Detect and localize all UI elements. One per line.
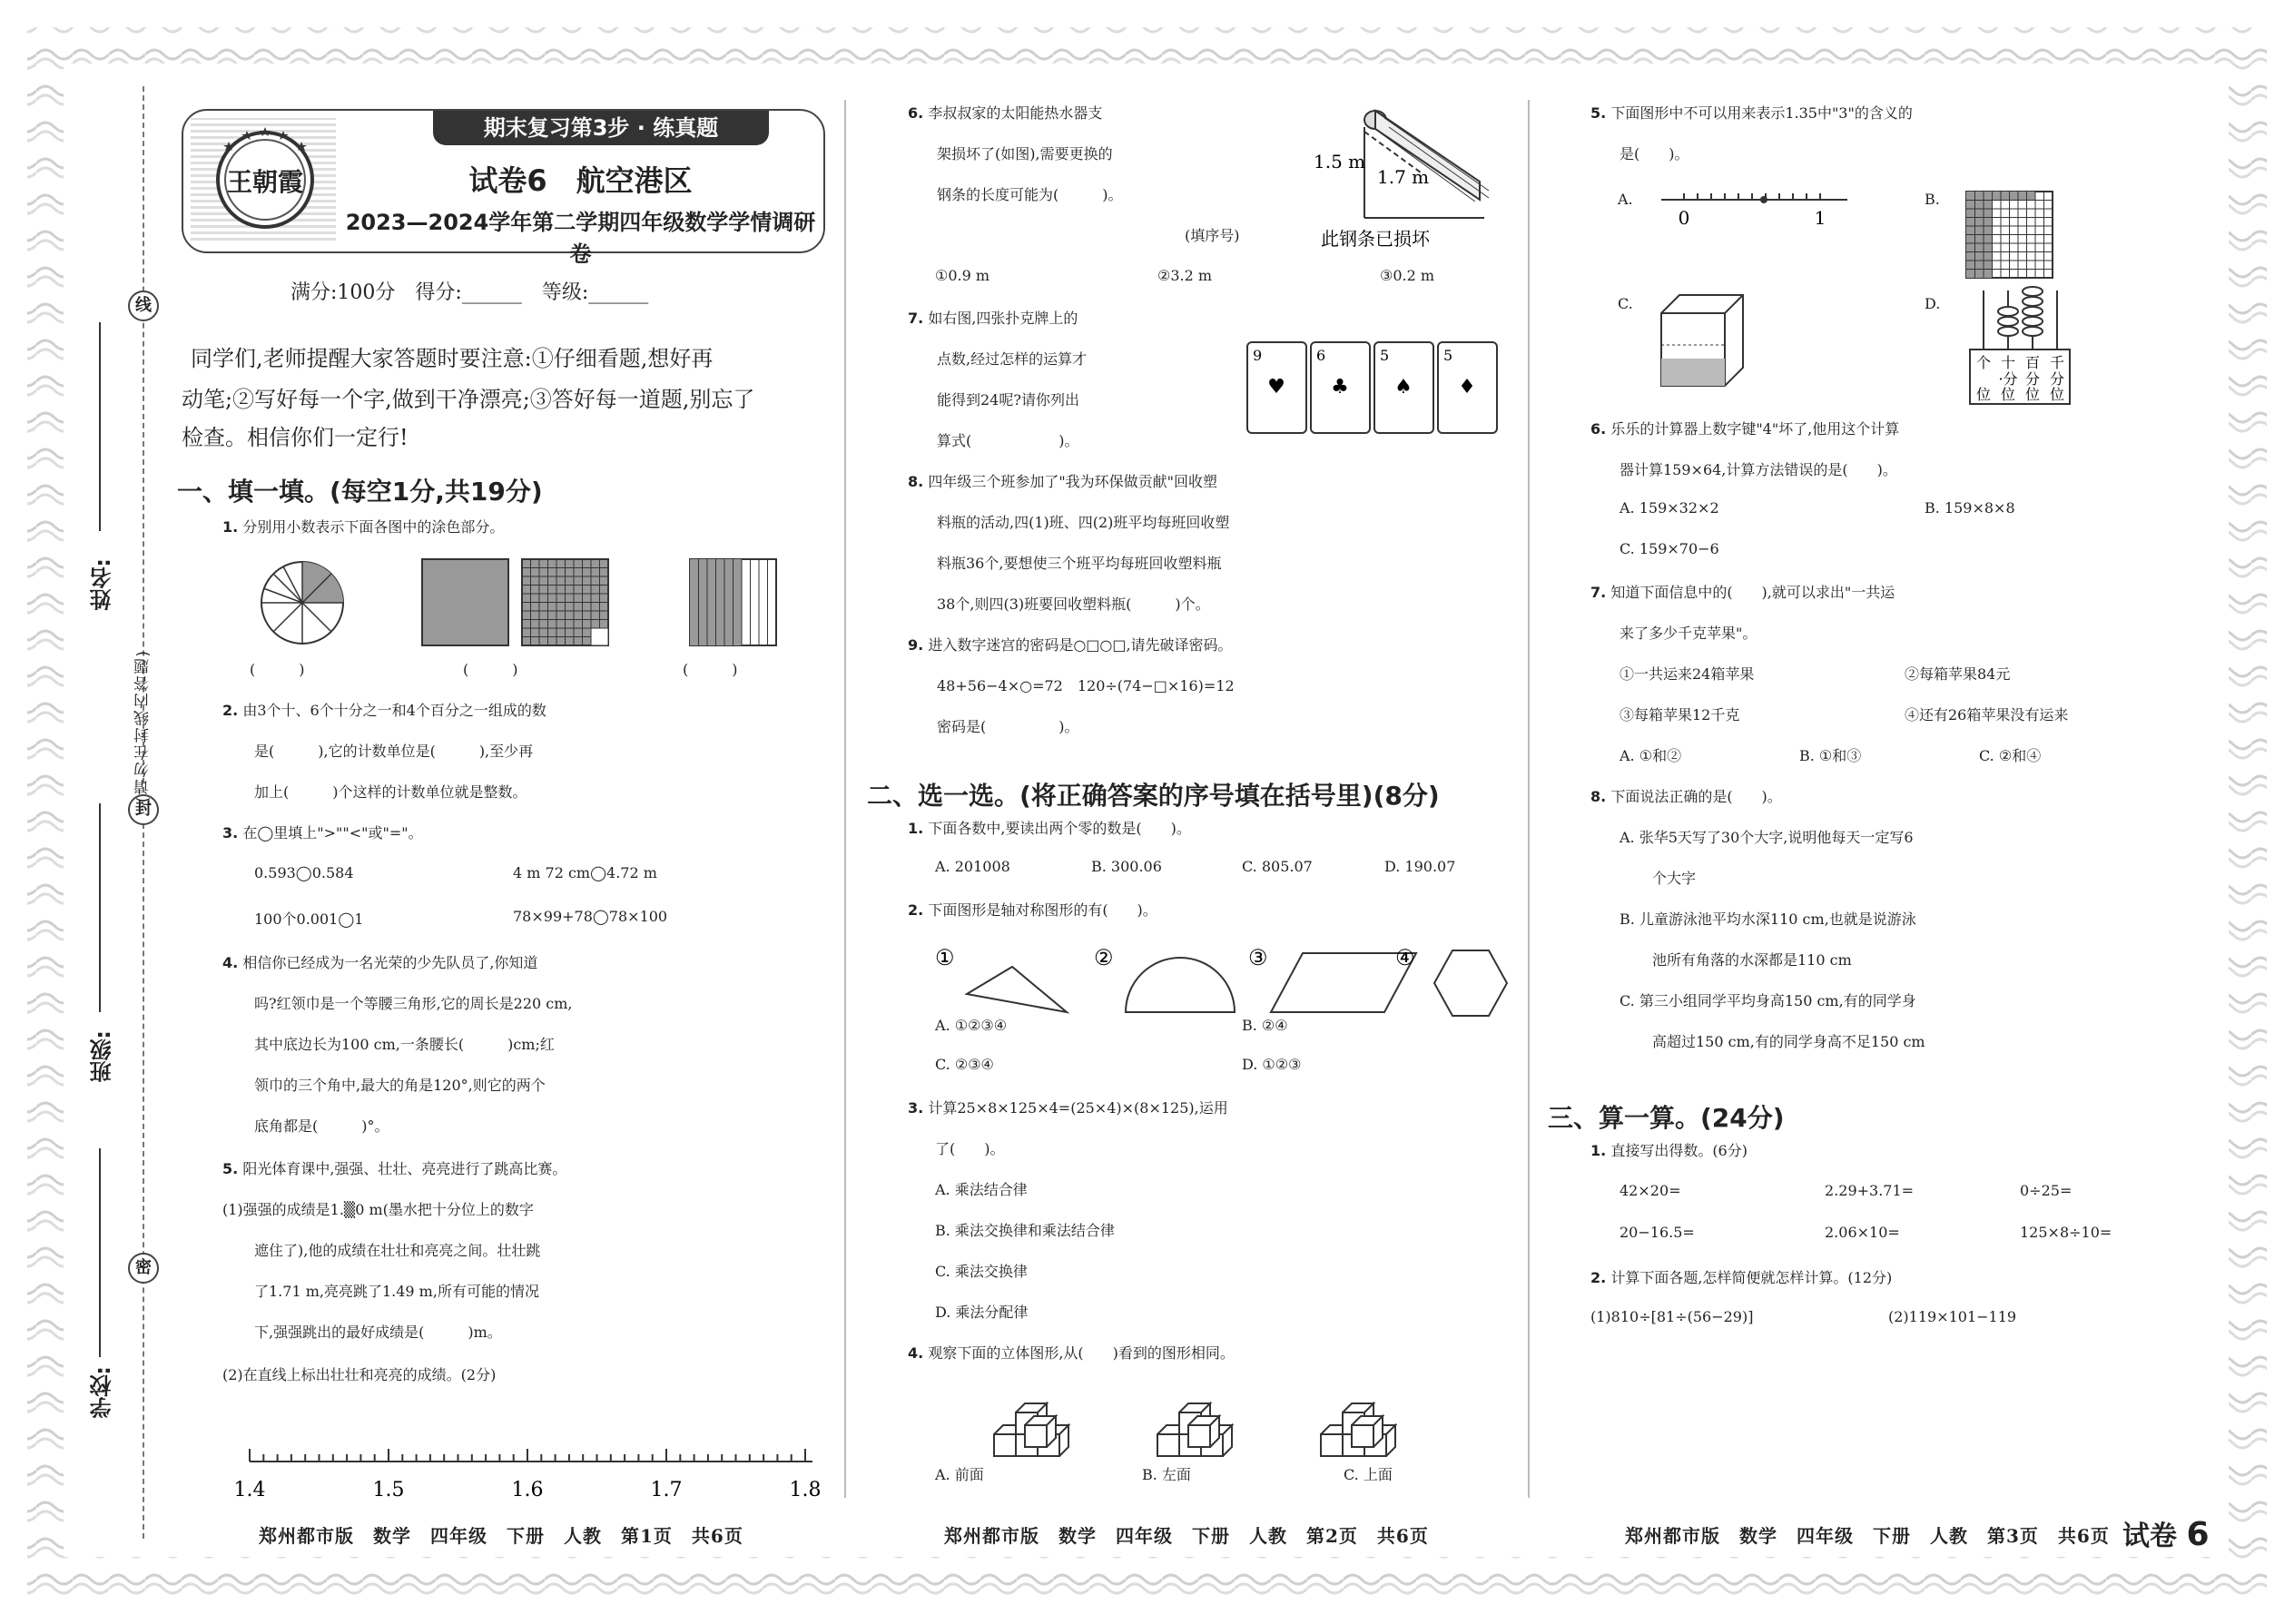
q-number: 4. <box>222 954 239 971</box>
choice-option[interactable]: C. 上面 <box>1344 1466 1393 1483</box>
s2q5-line: 下面图形中不可以用来表示1.35中"3"的含义的 <box>1610 104 1913 122</box>
q7-line: 能得到24呢?请你列出 <box>937 391 1079 408</box>
choice-option[interactable]: A. 前面 <box>935 1466 984 1483</box>
ruler-label: 1.8 <box>789 1479 822 1501</box>
q7-line: 点数,经过怎样的运算才 <box>937 350 1088 368</box>
card-diamonds <box>1438 342 1497 433</box>
svg-text:♠: ♠ <box>1394 376 1413 399</box>
q4-line: 其中底边长为100 cm,一条腰长( )cm;红 <box>254 1036 555 1053</box>
shaded-figures <box>259 556 822 655</box>
paper-subtitle: 2023—2024学年第二学期四年级数学学情调研卷 <box>345 210 816 267</box>
calc-item[interactable]: 2.06×10= <box>1825 1224 1900 1241</box>
card-clubs <box>1311 342 1370 433</box>
q9-line[interactable]: 密码是( )。 <box>937 718 1079 735</box>
info-item: ③每箱苹果12千克 <box>1620 706 1740 723</box>
calc-item[interactable]: 125×8÷10= <box>2020 1224 2112 1241</box>
s3q1-text: 直接写出得数。(6分) <box>1610 1142 1748 1159</box>
answer-blank[interactable]: ( ) <box>250 661 305 678</box>
ruler-label: 1.5 <box>372 1479 405 1501</box>
ruler-label: 1.7 <box>650 1479 683 1501</box>
svg-text:1: 1 <box>1814 207 1826 229</box>
logo-text: 王朝霞 <box>226 167 304 197</box>
svg-text:6: 6 <box>1316 347 1326 364</box>
close-mark: 密 <box>128 1253 159 1284</box>
calc-item[interactable]: 0÷25= <box>2020 1182 2072 1199</box>
svg-text:分: 分 <box>2024 370 2041 388</box>
choice-option[interactable]: A. 乘法结合律 <box>935 1181 1028 1198</box>
q8-line: 四年级三个班参加了"我为环保做贡献"回收塑 <box>928 473 1218 490</box>
brand-logo-icon <box>211 123 320 232</box>
q6-line: (填序号) <box>1185 227 1240 244</box>
option-letter[interactable]: D. <box>1925 295 1941 312</box>
column-divider <box>1528 100 1530 1498</box>
choice-option-cont: 池所有角落的水深都是110 cm <box>1652 951 1852 969</box>
cube-views <box>985 1380 1475 1471</box>
q-number: 5. <box>1590 104 1607 122</box>
q6-line: 李叔叔家的太阳能热水器支 <box>928 104 1103 122</box>
intro-line: 动笔;②写好每一个字,做到干净漂亮;③答好每一道题,别忘了 <box>182 387 755 412</box>
s2q7-line: 知道下面信息中的( ),就可以求出"一共运 <box>1610 584 1895 601</box>
section1-title: 一、填一填。(每空1分,共19分) <box>177 477 543 507</box>
q4-line: 底角都是( )°。 <box>254 1117 389 1135</box>
choice-option[interactable]: B. 左面 <box>1142 1466 1191 1483</box>
q2-line: 加上( )个这样的计数单位就是整数。 <box>254 783 527 801</box>
choice-option[interactable]: A. 201008 <box>935 858 1010 875</box>
q6-line: 钢条的长度可能为( )。 <box>937 186 1123 203</box>
line-mark: 线 <box>128 290 159 321</box>
choice-option[interactable]: A. 张华5天写了30个大字,说明他每天一定写6 <box>1620 829 1914 846</box>
choice-option[interactable]: B. ②④ <box>1242 1017 1288 1034</box>
svg-text:分: 分 <box>2049 370 2065 388</box>
choice-option[interactable]: B. 儿童游泳池平均水深110 cm,也就是说游泳 <box>1620 910 1916 928</box>
fig-label: 此钢条已损坏 <box>1321 228 1430 250</box>
paper-title: 试卷6 航空港区 <box>468 163 693 198</box>
choice-option[interactable]: B. ①和③ <box>1799 747 1862 764</box>
q-number: 2. <box>1590 1269 1607 1286</box>
choice-option[interactable]: C. 乘法交换律 <box>935 1263 1028 1280</box>
svg-text:5: 5 <box>1380 347 1390 364</box>
card-hearts <box>1247 342 1306 433</box>
svg-text:位: 位 <box>2000 386 2016 403</box>
svg-text:♥: ♥ <box>1267 376 1285 399</box>
q-number: 2. <box>222 702 239 719</box>
choice-option[interactable]: D. ①②③ <box>1242 1056 1302 1073</box>
parallelogram-shape <box>1271 953 1416 1012</box>
calc-item[interactable]: (1)810÷[81÷(56−29)] <box>1590 1308 1754 1325</box>
q7-line: 算式( )。 <box>937 432 1079 449</box>
svg-text:①: ① <box>935 945 955 970</box>
choice-option[interactable]: A. ①和② <box>1620 747 1682 764</box>
calc-item[interactable]: 42×20= <box>1620 1182 1681 1199</box>
q-number: 1. <box>1590 1142 1607 1159</box>
svg-text:位: 位 <box>2049 386 2065 403</box>
ruler-label: 1.4 <box>233 1479 266 1501</box>
s2q8-text: 下面说法正确的是( )。 <box>1610 788 1782 805</box>
q-number: 1. <box>222 518 239 536</box>
q-number: 3. <box>908 1099 924 1117</box>
fig-label: 1.5 m <box>1314 151 1366 172</box>
q5-line: (1)强强的成绩是1.▒0 m(墨水把十分位上的数字 <box>222 1201 534 1218</box>
circle-figure <box>261 562 343 644</box>
choice-option-cont: 高超过150 cm,有的同学身高不足150 cm <box>1652 1033 1925 1050</box>
q-number: 5. <box>222 1160 239 1177</box>
q8-line: 料瓶36个,要想使三个班平均每班回收塑料瓶 <box>937 555 1222 572</box>
compare-item[interactable]: 4 m 72 cm◯4.72 m <box>513 864 657 881</box>
choice-option[interactable]: C. 第三小组同学平均身高150 cm,有的同学身 <box>1620 992 1916 1009</box>
q5-line: 遮住了),他的成绩在壮壮和亮亮之间。壮壮跳 <box>254 1242 541 1259</box>
q-number: 7. <box>908 310 924 327</box>
answer-blank[interactable]: ( ) <box>463 661 518 678</box>
svg-text:位: 位 <box>1975 386 1992 403</box>
number-ruler <box>231 1443 831 1507</box>
option-letter[interactable]: C. <box>1618 295 1633 312</box>
hexagon-shape <box>1434 950 1507 1016</box>
paper-label: 试卷 6 <box>2122 1516 2210 1553</box>
hundred-grid <box>1965 191 2056 281</box>
s2q6-line: 器计算159×64,计算方法错误的是( )。 <box>1620 461 1897 478</box>
q5-line: (2)在直线上标出壮壮和亮亮的成绩。(2分) <box>222 1366 497 1383</box>
choice-option[interactable]: B. 乘法交换律和乘法结合律 <box>935 1222 1115 1239</box>
compare-item[interactable]: 0.593◯0.584 <box>254 864 354 881</box>
name-label: 姓名: <box>90 558 115 611</box>
svg-text:5: 5 <box>1443 347 1453 364</box>
q1-text: 分别用小数表示下面各图中的涂色部分。 <box>242 518 505 536</box>
page-footer: 郑州都市版 数学 四年级 下册 人教 第2页 共6页 <box>944 1525 1429 1547</box>
compare-item[interactable]: 78×99+78◯78×100 <box>513 908 668 925</box>
q4-line: 领巾的三个角中,最大的角是120°,则它的两个 <box>254 1077 546 1094</box>
q-number: 7. <box>1590 584 1607 601</box>
striped-square <box>690 559 776 645</box>
choice-option[interactable]: C. ②和④ <box>1979 747 2042 764</box>
seal-mark: 封 <box>128 794 159 825</box>
s2q5-line: 是( )。 <box>1620 145 1689 162</box>
svg-text:位: 位 <box>2024 386 2041 403</box>
choice-option[interactable]: B. 300.06 <box>1091 858 1162 875</box>
choice-option[interactable]: C. 805.07 <box>1242 858 1313 875</box>
solar-heater-figure <box>1312 100 1521 254</box>
answer-blank[interactable]: ( ) <box>683 661 738 678</box>
ruler-label: 1.6 <box>511 1479 544 1501</box>
q-number: 6. <box>908 104 924 122</box>
school-label: 学校: <box>90 1366 115 1419</box>
info-item: ②每箱苹果84元 <box>1905 665 2011 683</box>
triangle-shape <box>967 967 1067 1012</box>
svg-text:②: ② <box>1094 945 1114 970</box>
choice-option-cont: 个大字 <box>1652 870 1697 887</box>
class-label: 班级: <box>90 1030 115 1083</box>
name-blank[interactable] <box>99 322 101 531</box>
q8-line: 料瓶的活动,四(1)班、四(2)班平均每班回收塑 <box>937 514 1230 531</box>
symmetry-shapes <box>930 940 1511 1021</box>
calc-item[interactable]: 20−16.5= <box>1620 1224 1695 1241</box>
grid-square <box>522 559 608 645</box>
s2q6-line: 乐乐的计算器上数字键"4"坏了,他用这个计算 <box>1610 420 1900 438</box>
q-number: 4. <box>908 1344 924 1362</box>
info-item: ①一共运来24箱苹果 <box>1620 665 1755 683</box>
calc-item[interactable]: (2)119×101−119 <box>1888 1308 2017 1325</box>
q8-line: 38个,则四(3)班要回收塑料瓶( )个。 <box>937 595 1210 613</box>
calc-item[interactable]: 2.29+3.71= <box>1825 1182 1915 1199</box>
compare-item[interactable]: 100个0.001◯1 <box>254 910 364 928</box>
q6-option[interactable]: ③0.2 m <box>1380 267 1435 284</box>
q6-option[interactable]: ①0.9 m <box>935 267 990 284</box>
q5-line: 下,强强跳出的最好成绩是( )m。 <box>254 1324 502 1341</box>
page-footer: 郑州都市版 数学 四年级 下册 人教 第3页 共6页 <box>1625 1525 2110 1547</box>
svg-text:0: 0 <box>1678 207 1690 229</box>
q-number: 1. <box>908 820 924 837</box>
exam-header <box>182 109 825 267</box>
q2-line: 由3个十、6个十分之一和4个百分之一组成的数 <box>242 702 546 719</box>
q2-line: 是( ),它的计数单位是( ),至少再 <box>254 743 534 760</box>
full-square <box>422 559 508 645</box>
q6-option[interactable]: ②3.2 m <box>1157 267 1213 284</box>
q3-text: 在◯里填上">""<"或"="。 <box>242 824 423 842</box>
svg-text:十: 十 <box>2000 354 2016 371</box>
svg-text:♣: ♣ <box>1331 376 1349 399</box>
section2-title: 二、选一选。(将正确答案的序号填在括号里)(8分) <box>867 781 1440 811</box>
choice-option[interactable]: C. 159×70−6 <box>1620 540 1719 557</box>
q-number: 8. <box>1590 788 1607 805</box>
q4-line: 相信你已经成为一名光荣的少先队员了,你知道 <box>242 954 538 971</box>
card-spades <box>1374 342 1433 433</box>
svg-text:9: 9 <box>1253 347 1263 364</box>
binding-note: (请勿在封线内答题) <box>134 649 153 803</box>
s2q1-text: 下面各数中,要读出两个零的数是( )。 <box>928 820 1191 837</box>
score-line: 满分:100分 得分:______ 等级:______ <box>290 281 649 304</box>
intro-line: 检查。相信你们一定行! <box>182 425 409 450</box>
s2q2-text: 下面图形是轴对称图形的有( )。 <box>928 901 1157 919</box>
svg-text:③: ③ <box>1248 945 1268 970</box>
s2q4-text: 观察下面的立体图形,从( )看到的图形相同。 <box>928 1344 1235 1362</box>
decimal-numberline <box>1657 186 1856 231</box>
q9-line: 进入数字迷宫的密码是○□○□,请先破译密码。 <box>928 636 1233 654</box>
svg-text:个: 个 <box>1975 354 1992 371</box>
q4-line: 吗?红领巾是一个等腰三角形,它的周长是220 cm, <box>254 995 573 1012</box>
choice-option[interactable]: A. 159×32×2 <box>1620 499 1719 517</box>
info-item: ④还有26箱苹果没有运来 <box>1905 706 2069 723</box>
fig-label: 1.7 m <box>1377 166 1430 188</box>
q-number: 8. <box>908 473 924 490</box>
choice-option[interactable]: B. 159×8×8 <box>1925 499 2015 517</box>
step-pill: 期末复习第3步 · 练真题 <box>433 111 769 145</box>
s2q3-line: 计算25×8×125×4=(25×4)×(8×125),运用 <box>928 1099 1228 1117</box>
option-letter[interactable]: B. <box>1925 191 1940 208</box>
abacus-figure <box>1965 281 2074 408</box>
option-letter[interactable]: A. <box>1618 191 1633 208</box>
q-number: 6. <box>1590 420 1607 438</box>
intro-line: 同学们,老师提醒大家答题时要注意:①仔细看题,想好再 <box>191 346 714 371</box>
svg-text:千: 千 <box>2049 354 2065 371</box>
binding-strip <box>86 86 154 1530</box>
column-divider <box>844 100 846 1498</box>
school-blank[interactable] <box>99 1148 101 1357</box>
q-number: 3. <box>222 824 239 842</box>
choice-option[interactable]: A. ①②③④ <box>935 1017 1008 1034</box>
s3q2-text: 计算下面各题,怎样简便就怎样计算。(12分) <box>1610 1269 1893 1286</box>
q-number: 2. <box>908 901 924 919</box>
s2q7-line: 来了多少千克苹果"。 <box>1620 625 1757 642</box>
svg-text:④: ④ <box>1395 945 1415 970</box>
svg-text:百: 百 <box>2024 354 2041 371</box>
page-footer: 郑州都市版 数学 四年级 下册 人教 第1页 共6页 <box>259 1525 743 1547</box>
class-blank[interactable] <box>99 803 101 1012</box>
section3-title: 三、算一算。(24分) <box>1548 1103 1785 1133</box>
svg-text:·分: ·分 <box>1998 370 2018 388</box>
q7-line: 如右图,四张扑克牌上的 <box>928 310 1078 327</box>
s2q3-line: 了( )。 <box>935 1140 1005 1157</box>
q5-line: 阳光体育课中,强强、壮壮、亮亮进行了跳高比赛。 <box>242 1160 567 1177</box>
q5-line: 了1.71 m,亮亮跳了1.49 m,所有可能的情况 <box>254 1283 539 1300</box>
q9-line: 48+56−4×○=72 120÷(74−□×16)=12 <box>937 677 1235 694</box>
svg-text:♦: ♦ <box>1458 376 1476 399</box>
playing-cards <box>1245 340 1504 436</box>
choice-option[interactable]: D. 190.07 <box>1384 858 1456 875</box>
cube-container <box>1657 290 1748 390</box>
semicircle-shape <box>1126 958 1235 1012</box>
choice-option[interactable]: D. 乘法分配律 <box>935 1304 1029 1321</box>
choice-option[interactable]: C. ②③④ <box>935 1056 994 1073</box>
q6-line: 架损坏了(如图),需要更换的 <box>937 145 1113 162</box>
q-number: 9. <box>908 636 924 654</box>
